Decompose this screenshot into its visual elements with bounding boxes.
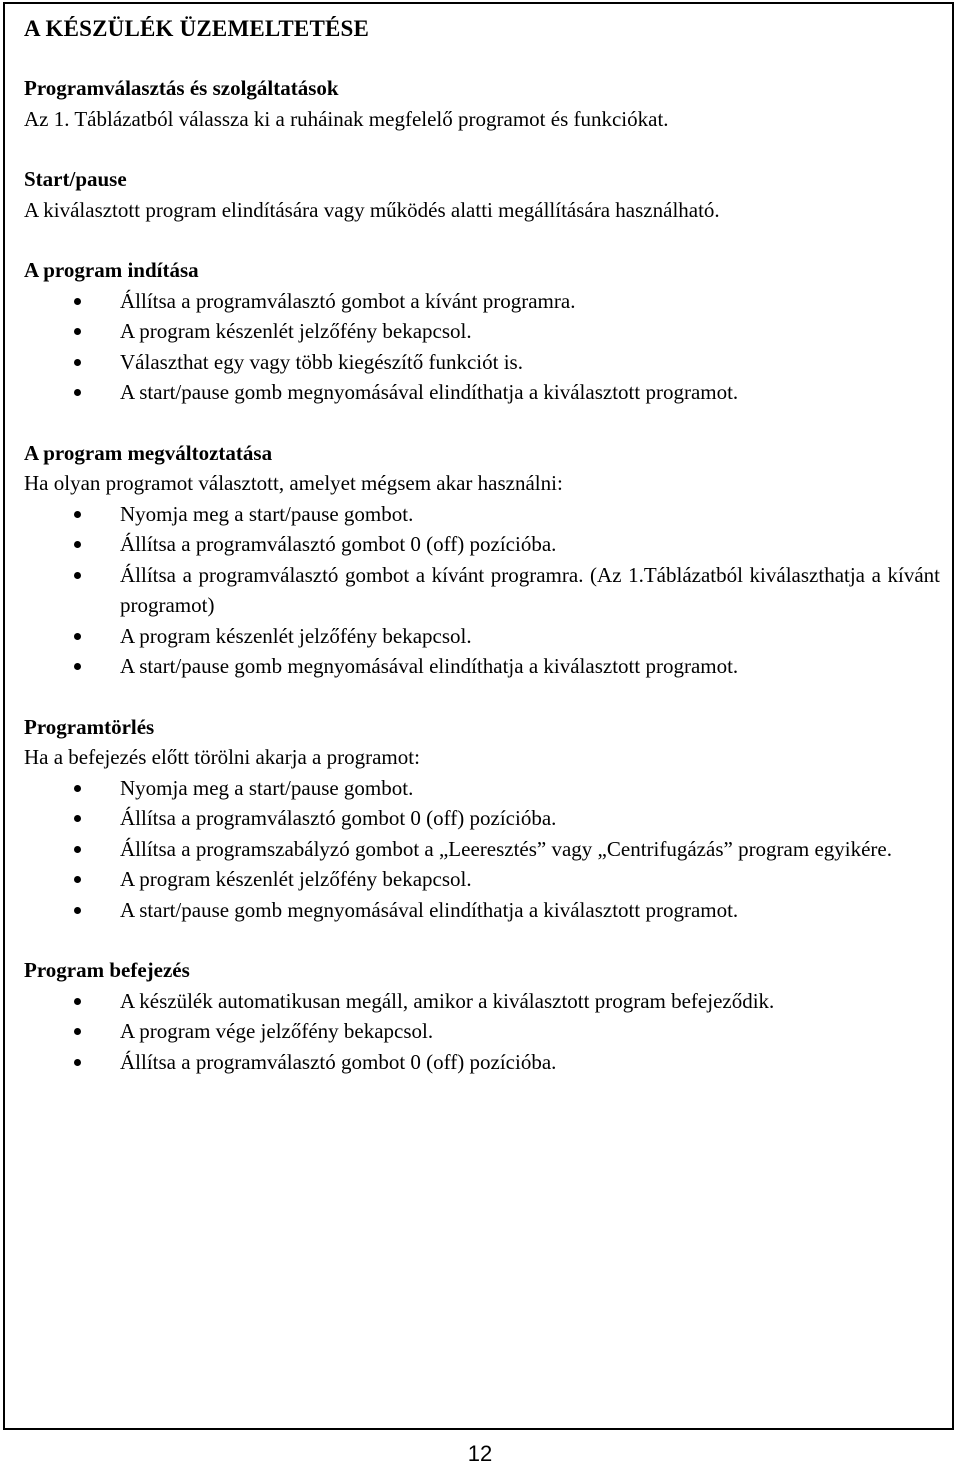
list-item bbox=[24, 347, 940, 378]
list-item bbox=[24, 986, 940, 1017]
bullet-icon bbox=[74, 846, 81, 853]
list-item bbox=[24, 529, 940, 560]
section-heading: Programválasztás és szolgáltatások bbox=[24, 76, 339, 100]
list-item bbox=[24, 1047, 940, 1078]
list-item-text: A készülék automatikusan megáll, amikor a kiválasztott program befejeződik. bbox=[120, 988, 775, 1013]
list-item bbox=[24, 499, 940, 530]
document-body bbox=[24, 14, 940, 1107]
section-paragraph: Az 1. Táblázatból válassza ki a ruháinak megfelelő programot és funkciókat. bbox=[24, 106, 669, 131]
list-item-text: Választhat egy vagy több kiegészítő funkciót is. bbox=[120, 349, 523, 374]
list-item-text: Állítsa a programválasztó gombot a kívánt programra. (Az 1.Táblázatból kiválaszthatja a kívánt programot) bbox=[120, 562, 940, 617]
bullet-icon bbox=[74, 389, 81, 396]
bullet-icon bbox=[74, 511, 81, 518]
list-item bbox=[24, 651, 940, 682]
section-heading: A program megváltoztatása bbox=[24, 440, 273, 465]
bullet-icon bbox=[74, 876, 81, 883]
bullet-icon bbox=[74, 541, 81, 548]
list-item bbox=[24, 377, 940, 408]
bullet-list bbox=[24, 286, 940, 408]
section-paragraph: A kiválasztott program elindítására vagy működés alatti megállítására használható. bbox=[24, 197, 720, 222]
section-heading: Programtörlés bbox=[24, 714, 155, 739]
section-program-start bbox=[24, 255, 940, 408]
bullet-icon bbox=[74, 1059, 81, 1066]
bullet-icon bbox=[74, 359, 81, 366]
list-item bbox=[24, 286, 940, 317]
section-program-cancel bbox=[24, 712, 940, 926]
section-heading: A program indítása bbox=[24, 258, 199, 282]
list-item-text: A start/pause gomb megnyomásával elindíthatja a kiválasztott programot. bbox=[120, 654, 739, 678]
bullet-list bbox=[24, 986, 940, 1078]
list-item bbox=[24, 316, 940, 347]
bullet-icon bbox=[74, 633, 81, 640]
list-item-text: Nyomja meg a start/pause gombot. bbox=[120, 775, 414, 800]
bullet-icon bbox=[74, 572, 81, 579]
section-paragraph: Ha olyan programot választott, amelyet mégsem akar használni: bbox=[24, 471, 563, 495]
section-paragraph: Ha a befejezés előtt törölni akarja a programot: bbox=[24, 745, 420, 769]
list-item-text: Állítsa a programszabályzó gombot a „Leeresztés” vagy „Centrifugázás” program egyikére. bbox=[120, 836, 892, 861]
section-program-end bbox=[24, 955, 940, 1077]
list-item-text: Állítsa a programválasztó gombot 0 (off) pozícióba. bbox=[120, 806, 557, 830]
list-item bbox=[24, 1016, 940, 1047]
bullet-list bbox=[24, 773, 940, 926]
section-program-change bbox=[24, 438, 940, 682]
bullet-icon bbox=[74, 663, 81, 670]
document-title: A KÉSZÜLÉK ÜZEMELTETÉSE bbox=[24, 16, 370, 41]
list-item-text: A program vége jelzőfény bekapcsol. bbox=[120, 1019, 434, 1043]
bullet-list bbox=[24, 499, 940, 682]
bullet-icon bbox=[74, 328, 81, 335]
section-heading: Program befejezés bbox=[24, 958, 190, 982]
list-item-text: A start/pause gomb megnyomásával elindíthatja a kiválasztott programot. bbox=[120, 897, 739, 922]
page-number: 12 bbox=[467, 1441, 493, 1466]
list-item-text: Nyomja meg a start/pause gombot. bbox=[120, 501, 414, 526]
list-item-text: A program készenlét jelzőfény bekapcsol. bbox=[120, 623, 472, 648]
list-item bbox=[24, 834, 940, 865]
section-program-selection bbox=[24, 73, 940, 134]
bullet-icon bbox=[74, 998, 81, 1005]
list-item-text: A program készenlét jelzőfény bekapcsol. bbox=[120, 319, 472, 343]
list-item bbox=[24, 773, 940, 804]
list-item-text: Állítsa a programválasztó gombot 0 (off) pozícióba. bbox=[120, 532, 557, 556]
bullet-icon bbox=[74, 298, 81, 305]
list-item bbox=[24, 560, 940, 621]
list-item bbox=[24, 895, 940, 926]
list-item bbox=[24, 621, 940, 652]
list-item-text: Állítsa a programválasztó gombot a kívánt programra. bbox=[120, 288, 576, 313]
bullet-icon bbox=[74, 907, 81, 914]
bullet-icon bbox=[74, 785, 81, 792]
section-heading: Start/pause bbox=[24, 167, 127, 191]
list-item-text: A program készenlét jelzőfény bekapcsol. bbox=[120, 867, 472, 891]
section-start-pause bbox=[24, 164, 940, 225]
list-item bbox=[24, 803, 940, 834]
list-item-text: Állítsa a programválasztó gombot 0 (off) pozícióba. bbox=[120, 1049, 557, 1074]
bullet-icon bbox=[74, 815, 81, 822]
list-item-text: A start/pause gomb megnyomásával elindíthatja a kiválasztott programot. bbox=[120, 380, 739, 404]
bullet-icon bbox=[74, 1028, 81, 1035]
list-item bbox=[24, 864, 940, 895]
